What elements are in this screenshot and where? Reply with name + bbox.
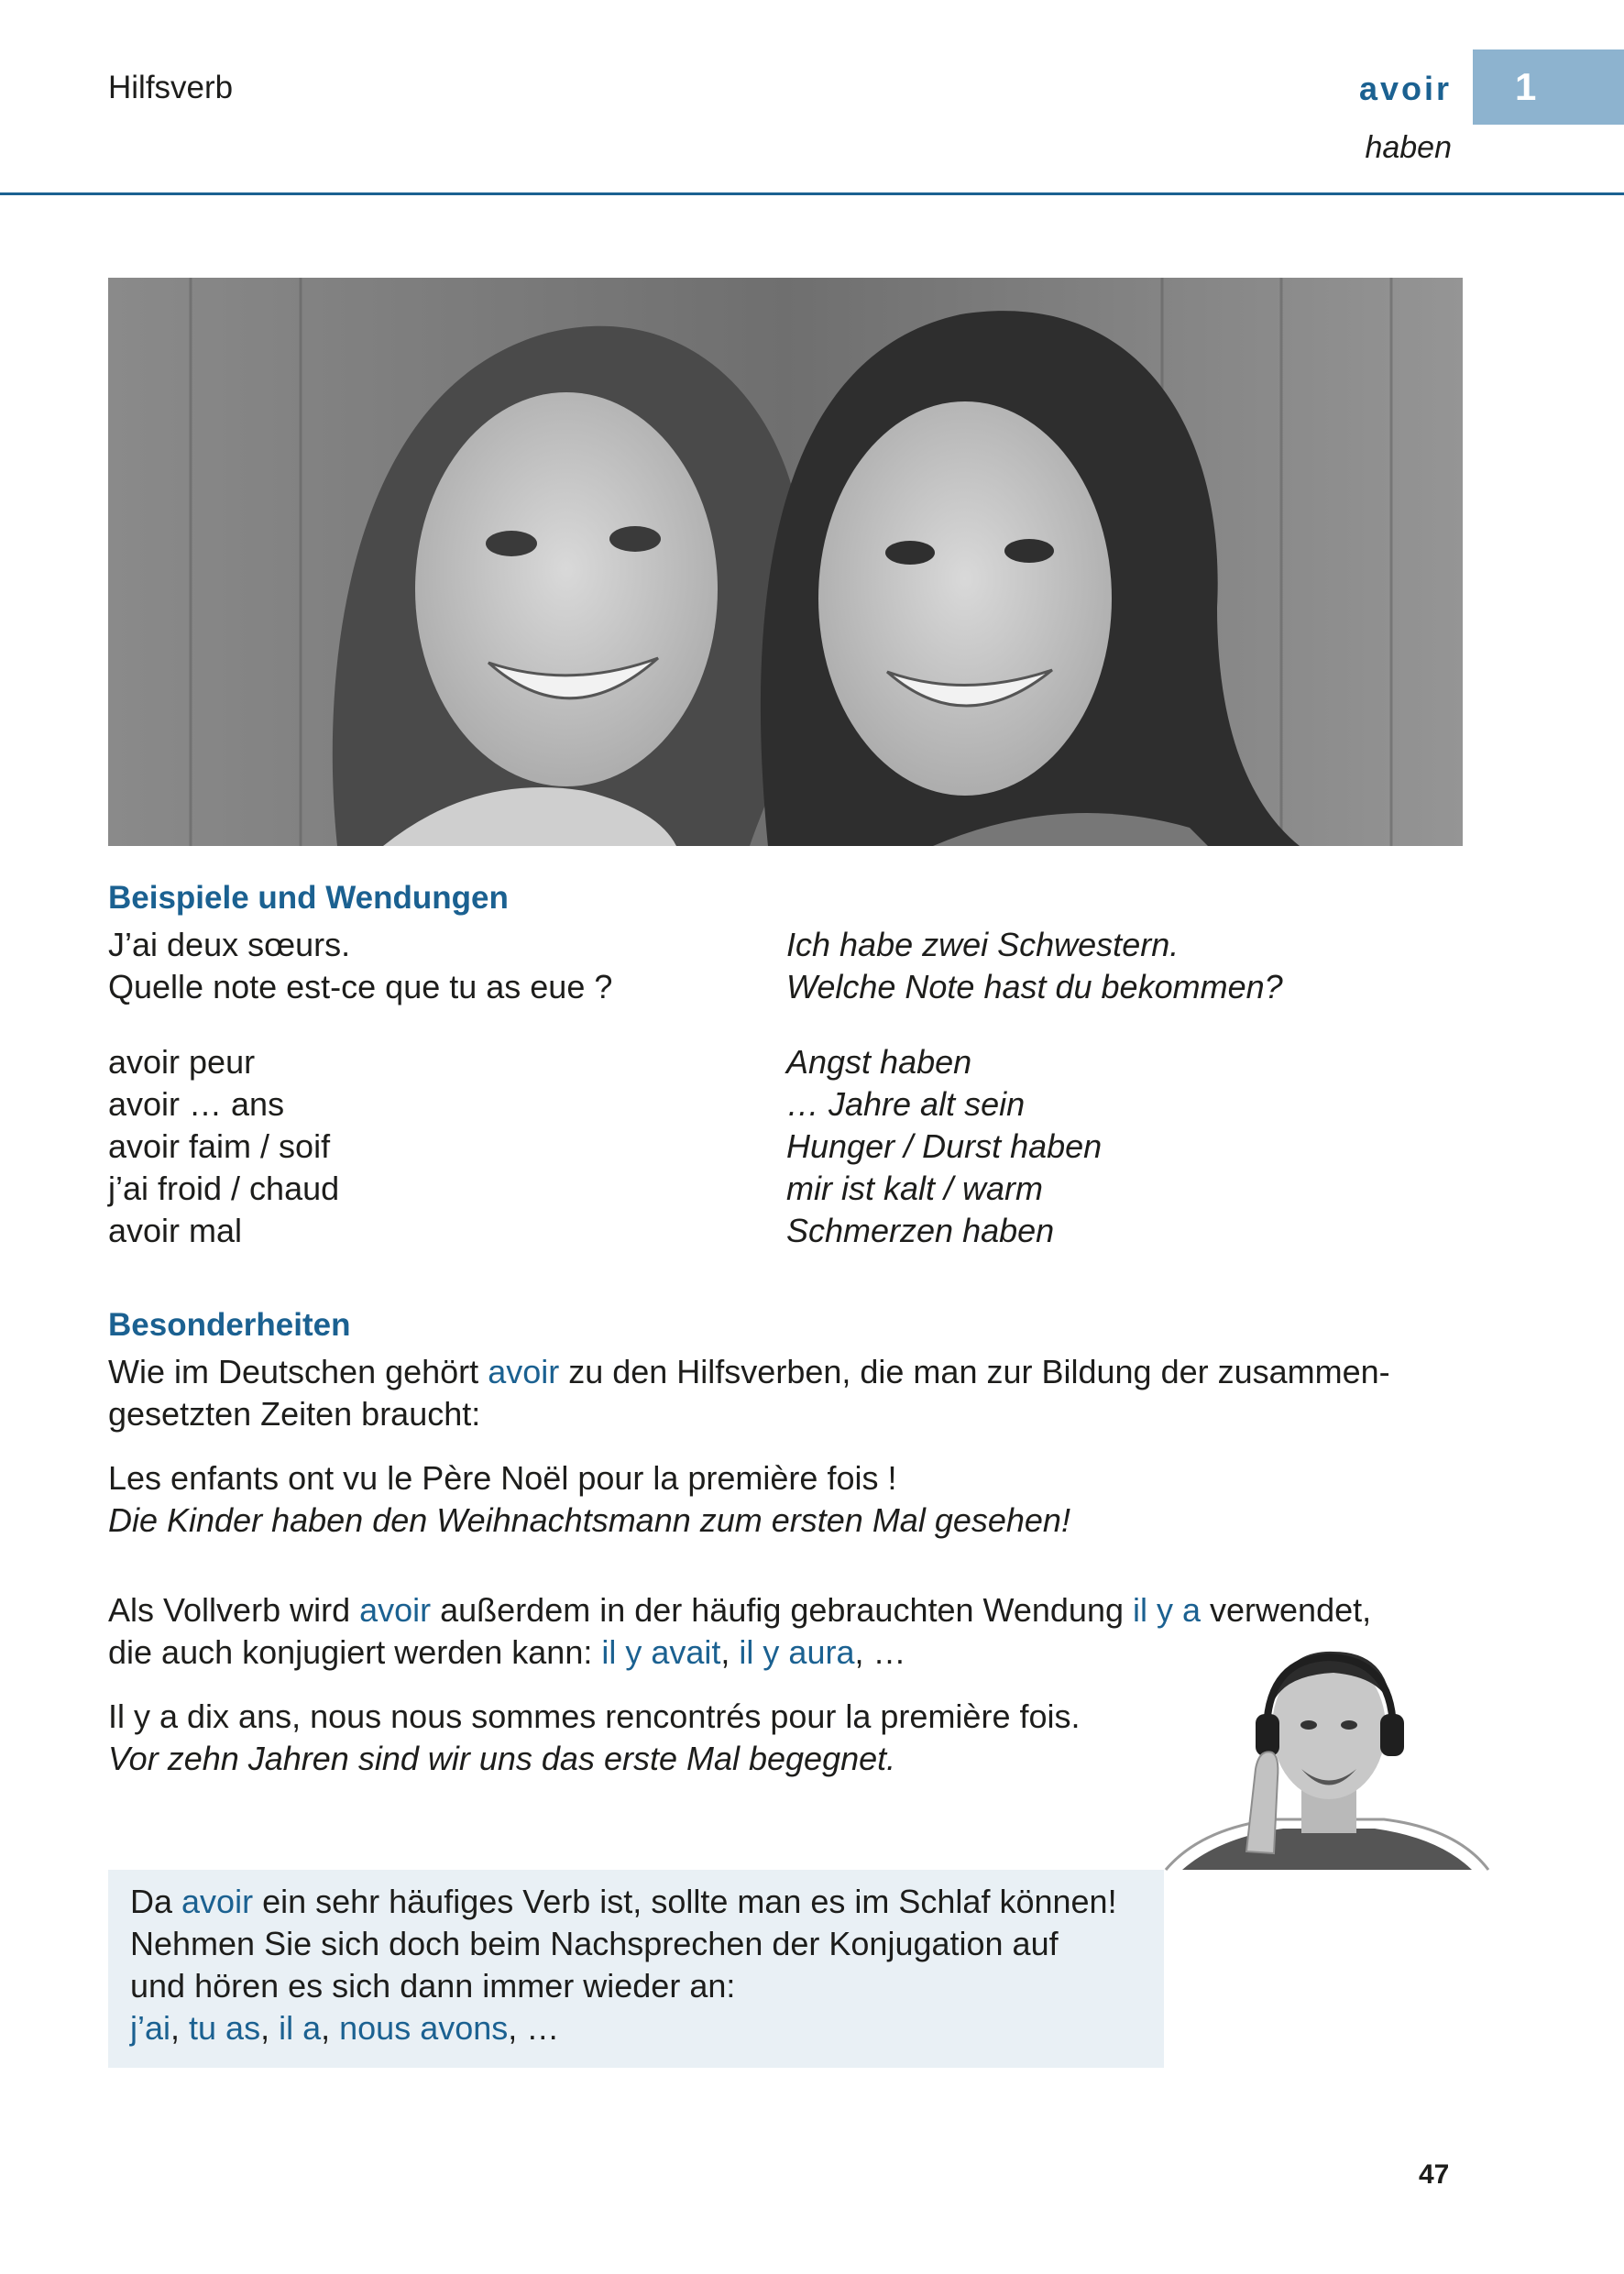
- example-row: [108, 966, 1465, 1008]
- example-german: Ich habe zwei Schwestern.: [786, 926, 1180, 963]
- tip-line-1: [130, 1881, 1230, 1923]
- phrase-german: Hunger / Durst haben: [786, 1127, 1103, 1165]
- example-german: Welche Note hast du bekommen?: [786, 968, 1283, 1005]
- text: , …: [854, 1633, 906, 1671]
- separator: ,: [170, 2009, 190, 2047]
- text: zu den Hilfsverben, die man zur Bildung der zusammen-: [559, 1353, 1390, 1390]
- chapter-tab: 1: [1473, 49, 1624, 125]
- phrase-row: [108, 1168, 1465, 1210]
- text: ,: [720, 1633, 740, 1671]
- example-german: Die Kinder haben den Weihnachtsmann zum ersten Mal gesehen!: [108, 1501, 1070, 1539]
- man-illustration: [1164, 1641, 1490, 2070]
- tip-conjugation: [130, 2007, 1230, 2049]
- highlight-avoir: avoir: [181, 1883, 254, 1920]
- example-french: Il y a dix ans, nous nous sommes rencontrés pour la première fois.: [108, 1697, 1081, 1735]
- specials-paragraph-2-line-1: [108, 1589, 1465, 1631]
- section-label: Hilfsverb: [108, 70, 234, 105]
- separator: ,: [321, 2009, 340, 2047]
- examples-heading: Beispiele und Wendungen: [108, 880, 509, 916]
- photo-two-women: [108, 278, 1463, 846]
- phrase-french: avoir faim / soif: [108, 1127, 331, 1165]
- text: Da: [130, 1883, 182, 1920]
- text: Als Vollverb wird: [108, 1591, 360, 1629]
- phrase-french: avoir … ans: [108, 1085, 285, 1123]
- photo-illustration: [108, 278, 1463, 846]
- man-with-headphones-photo: [1164, 1641, 1490, 2070]
- header-divider: [0, 192, 1624, 195]
- text: , …: [508, 2009, 560, 2047]
- tip-line-2: Nehmen Sie sich doch beim Nachsprechen der Konjugation auf: [130, 1925, 1059, 1962]
- conjugation-form: tu as: [189, 2009, 261, 2047]
- conjugation-form: il a: [279, 2009, 322, 2047]
- example-row: [108, 924, 1465, 966]
- highlight-il-y-aura: il y aura: [739, 1633, 855, 1671]
- specials-paragraph-1-line-1: [108, 1351, 1465, 1393]
- phrase-german: … Jahre alt sein: [786, 1085, 1026, 1123]
- tip-text: [130, 1881, 1230, 2049]
- highlight-il-y-avait: il y avait: [601, 1633, 721, 1671]
- specials-paragraph-1-line-2: gesetzten Zeiten braucht:: [108, 1395, 481, 1433]
- specials-heading: Besonderheiten: [108, 1307, 351, 1343]
- conjugation-form: j’ai: [130, 2009, 171, 2047]
- phrase-french: j’ai froid / chaud: [108, 1170, 340, 1207]
- tip-line-3: und hören es sich dann immer wieder an:: [130, 1967, 736, 2005]
- examples-section: [108, 880, 1465, 1252]
- conjugation-form: nous avons: [339, 2009, 509, 2047]
- highlight-avoir: avoir: [488, 1353, 560, 1390]
- phrase-french: avoir mal: [108, 1212, 243, 1249]
- verb-translation: haben: [1365, 130, 1452, 165]
- phrase-row: [108, 1210, 1465, 1252]
- text: die auch konjugiert werden kann:: [108, 1633, 602, 1671]
- text: Wie im Deutschen gehört: [108, 1353, 488, 1390]
- example-french: Les enfants ont vu le Père Noël pour la première fois !: [108, 1459, 897, 1497]
- verb-title: avoir: [1358, 70, 1452, 107]
- phrase-german: mir ist kalt / warm: [786, 1170, 1044, 1207]
- text: verwendet,: [1201, 1591, 1372, 1629]
- text: ein sehr häufiges Verb ist, sollte man es im Schlaf können!: [253, 1883, 1117, 1920]
- phrase-row: [108, 1041, 1465, 1083]
- phrase-german: Schmerzen haben: [786, 1212, 1055, 1249]
- text: außerdem in der häufig gebrauchten Wendung: [431, 1591, 1133, 1629]
- example-french: J’ai deux sœurs.: [108, 926, 351, 963]
- phrase-row: [108, 1126, 1465, 1168]
- example-german: Vor zehn Jahren sind wir uns das erste Mal begegnet.: [108, 1740, 896, 1777]
- highlight-avoir: avoir: [359, 1591, 432, 1629]
- highlight-il-y-a: il y a: [1132, 1591, 1202, 1629]
- page-number: 47: [1419, 2159, 1450, 2190]
- phrase-french: avoir peur: [108, 1043, 256, 1081]
- phrase-german: Angst haben: [786, 1043, 972, 1081]
- example-french: Quelle note est-ce que tu as eue ?: [108, 968, 613, 1005]
- phrase-row: [108, 1083, 1465, 1126]
- separator: ,: [260, 2009, 280, 2047]
